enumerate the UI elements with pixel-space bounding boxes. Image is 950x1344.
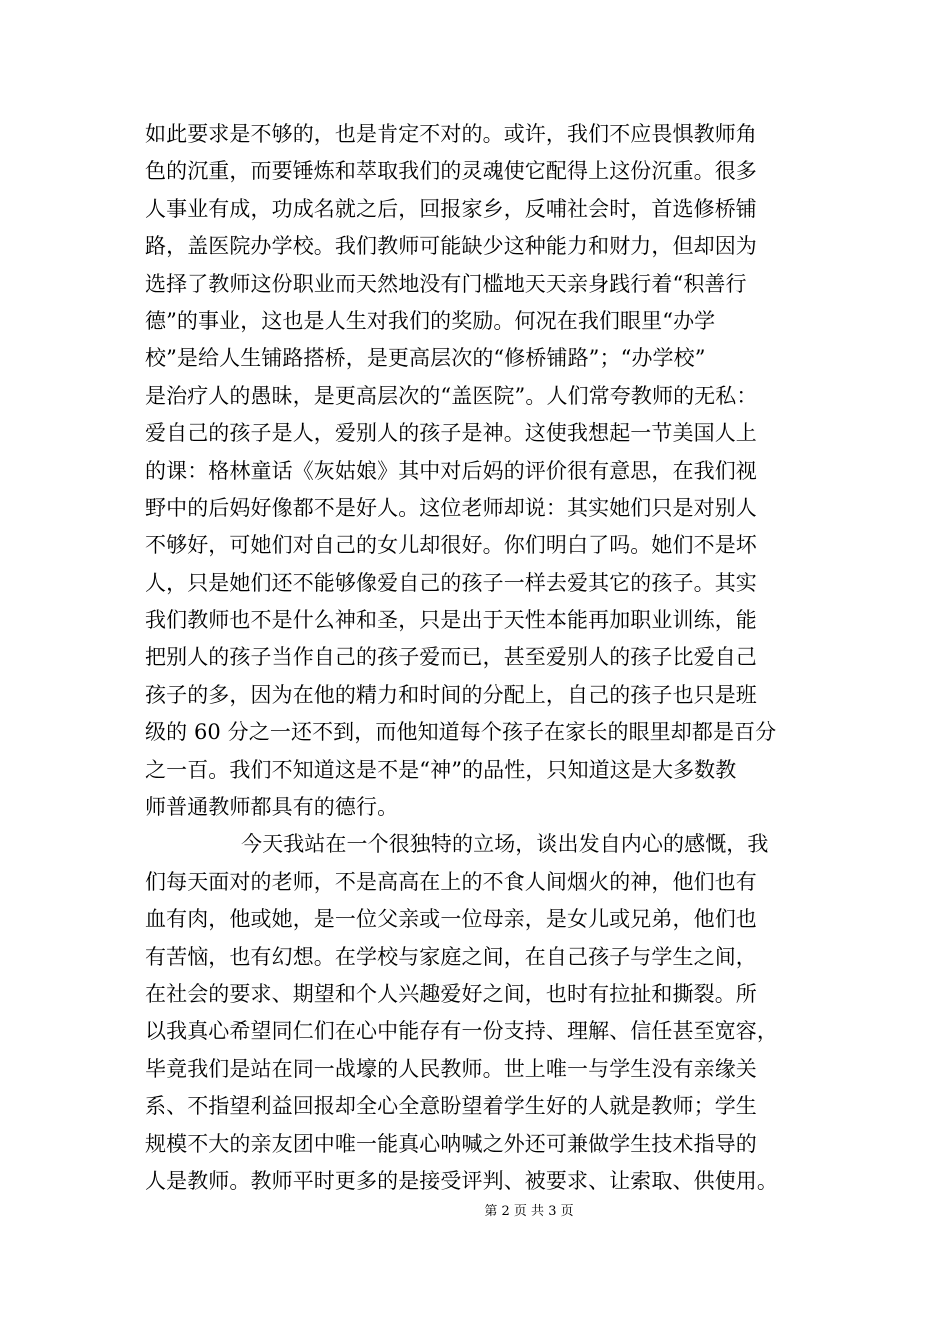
text-line: 人事业有成，功成名就之后，回报家乡，反哺社会时，首选修桥铺 <box>145 196 757 221</box>
text-line: 级的 60 分之一还不到，而他知道每个孩子在家长的眼里却都是百分 <box>145 720 777 745</box>
text-line: 我们教师也不是什么神和圣，只是出于天性本能再加职业训练，能 <box>145 608 757 633</box>
text-line: 德”的事业，这也是人生对我们的奖励。何况在我们眼里“办学 <box>145 308 716 333</box>
text-line: 是治疗人的愚昧，是更高层次的“盖医院”。人们常夸教师的无私： <box>145 383 758 408</box>
text-line: 系、不指望利益回报却全心全意盼望着学生好的人就是教师；学生 <box>145 1094 757 1119</box>
text-line: 有苦恼，也有幻想。在学校与家庭之间，在自己孩子与学生之间， <box>145 944 757 969</box>
text-line: 色的沉重，而要锤炼和萃取我们的灵魂使它配得上这份沉重。很多 <box>145 159 757 184</box>
text-line: 选择了教师这份职业而天然地没有门槛地天天亲身践行着“积善行 <box>145 271 747 296</box>
paragraph-start-line: 今天我站在一个很独特的立场，谈出发自内心的感慨，我 <box>241 832 769 857</box>
text-line: 师普通教师都具有的德行。 <box>145 795 399 820</box>
text-line: 校”是给人生铺路搭桥，是更高层次的“修桥铺路”；“办学校” <box>145 346 706 371</box>
text-line: 之一百。我们不知道这是不是“神”的品性，只知道这是大多数教 <box>145 757 737 782</box>
text-line: 规模不大的亲友团中唯一能真心呐喊之外还可兼做学生技术指导的 <box>145 1131 757 1156</box>
text-line: 如此要求是不够的，也是肯定不对的。或许，我们不应畏惧教师角 <box>145 122 757 146</box>
text-line: 把别人的孩子当作自己的孩子爱而已，甚至爱别人的孩子比爱自己 <box>145 645 757 670</box>
text-line: 爱自己的孩子是人，爱别人的孩子是神。这使我想起一节美国人上 <box>145 421 757 446</box>
text-line: 路，盖医院办学校。我们教师可能缺少这种能力和财力，但却因为 <box>145 234 757 259</box>
text-line: 人是教师。教师平时更多的是接受评判、被要求、让索取、供使用。 <box>145 1168 778 1193</box>
text-line: 野中的后妈好像都不是好人。这位老师却说：其实她们只是对别人 <box>145 495 757 520</box>
text-line: 们每天面对的老师，不是高高在上的不食人间烟火的神，他们也有 <box>145 869 757 894</box>
page-number-footer: 第 2 页 共 3 页 <box>484 1204 574 1219</box>
body-text <box>145 116 835 1200</box>
text-line: 在社会的要求、期望和个人兴趣爱好之间，也时有拉扯和撕裂。所 <box>145 981 757 1006</box>
text-line: 毕竟我们是站在同一战壕的人民教师。世上唯一与学生没有亲缘关 <box>145 1056 757 1081</box>
text-line: 的课：格林童话《灰姑娘》其中对后妈的评价很有意思，在我们视 <box>145 458 757 483</box>
text-line: 孩子的多，因为在他的精力和时间的分配上，自己的孩子也只是班 <box>145 682 757 707</box>
text-line: 以我真心希望同仁们在心中能存有一份支持、理解、信任甚至宽容， <box>145 1019 778 1044</box>
text-line: 不够好，可她们对自己的女儿却很好。你们明白了吗。她们不是坏 <box>145 533 757 558</box>
text-line: 人，只是她们还不能够像爱自己的孩子一样去爱其它的孩子。其实 <box>145 570 757 595</box>
text-line: 血有肉，他或她，是一位父亲或一位母亲，是女儿或兄弟，他们也 <box>145 907 757 932</box>
